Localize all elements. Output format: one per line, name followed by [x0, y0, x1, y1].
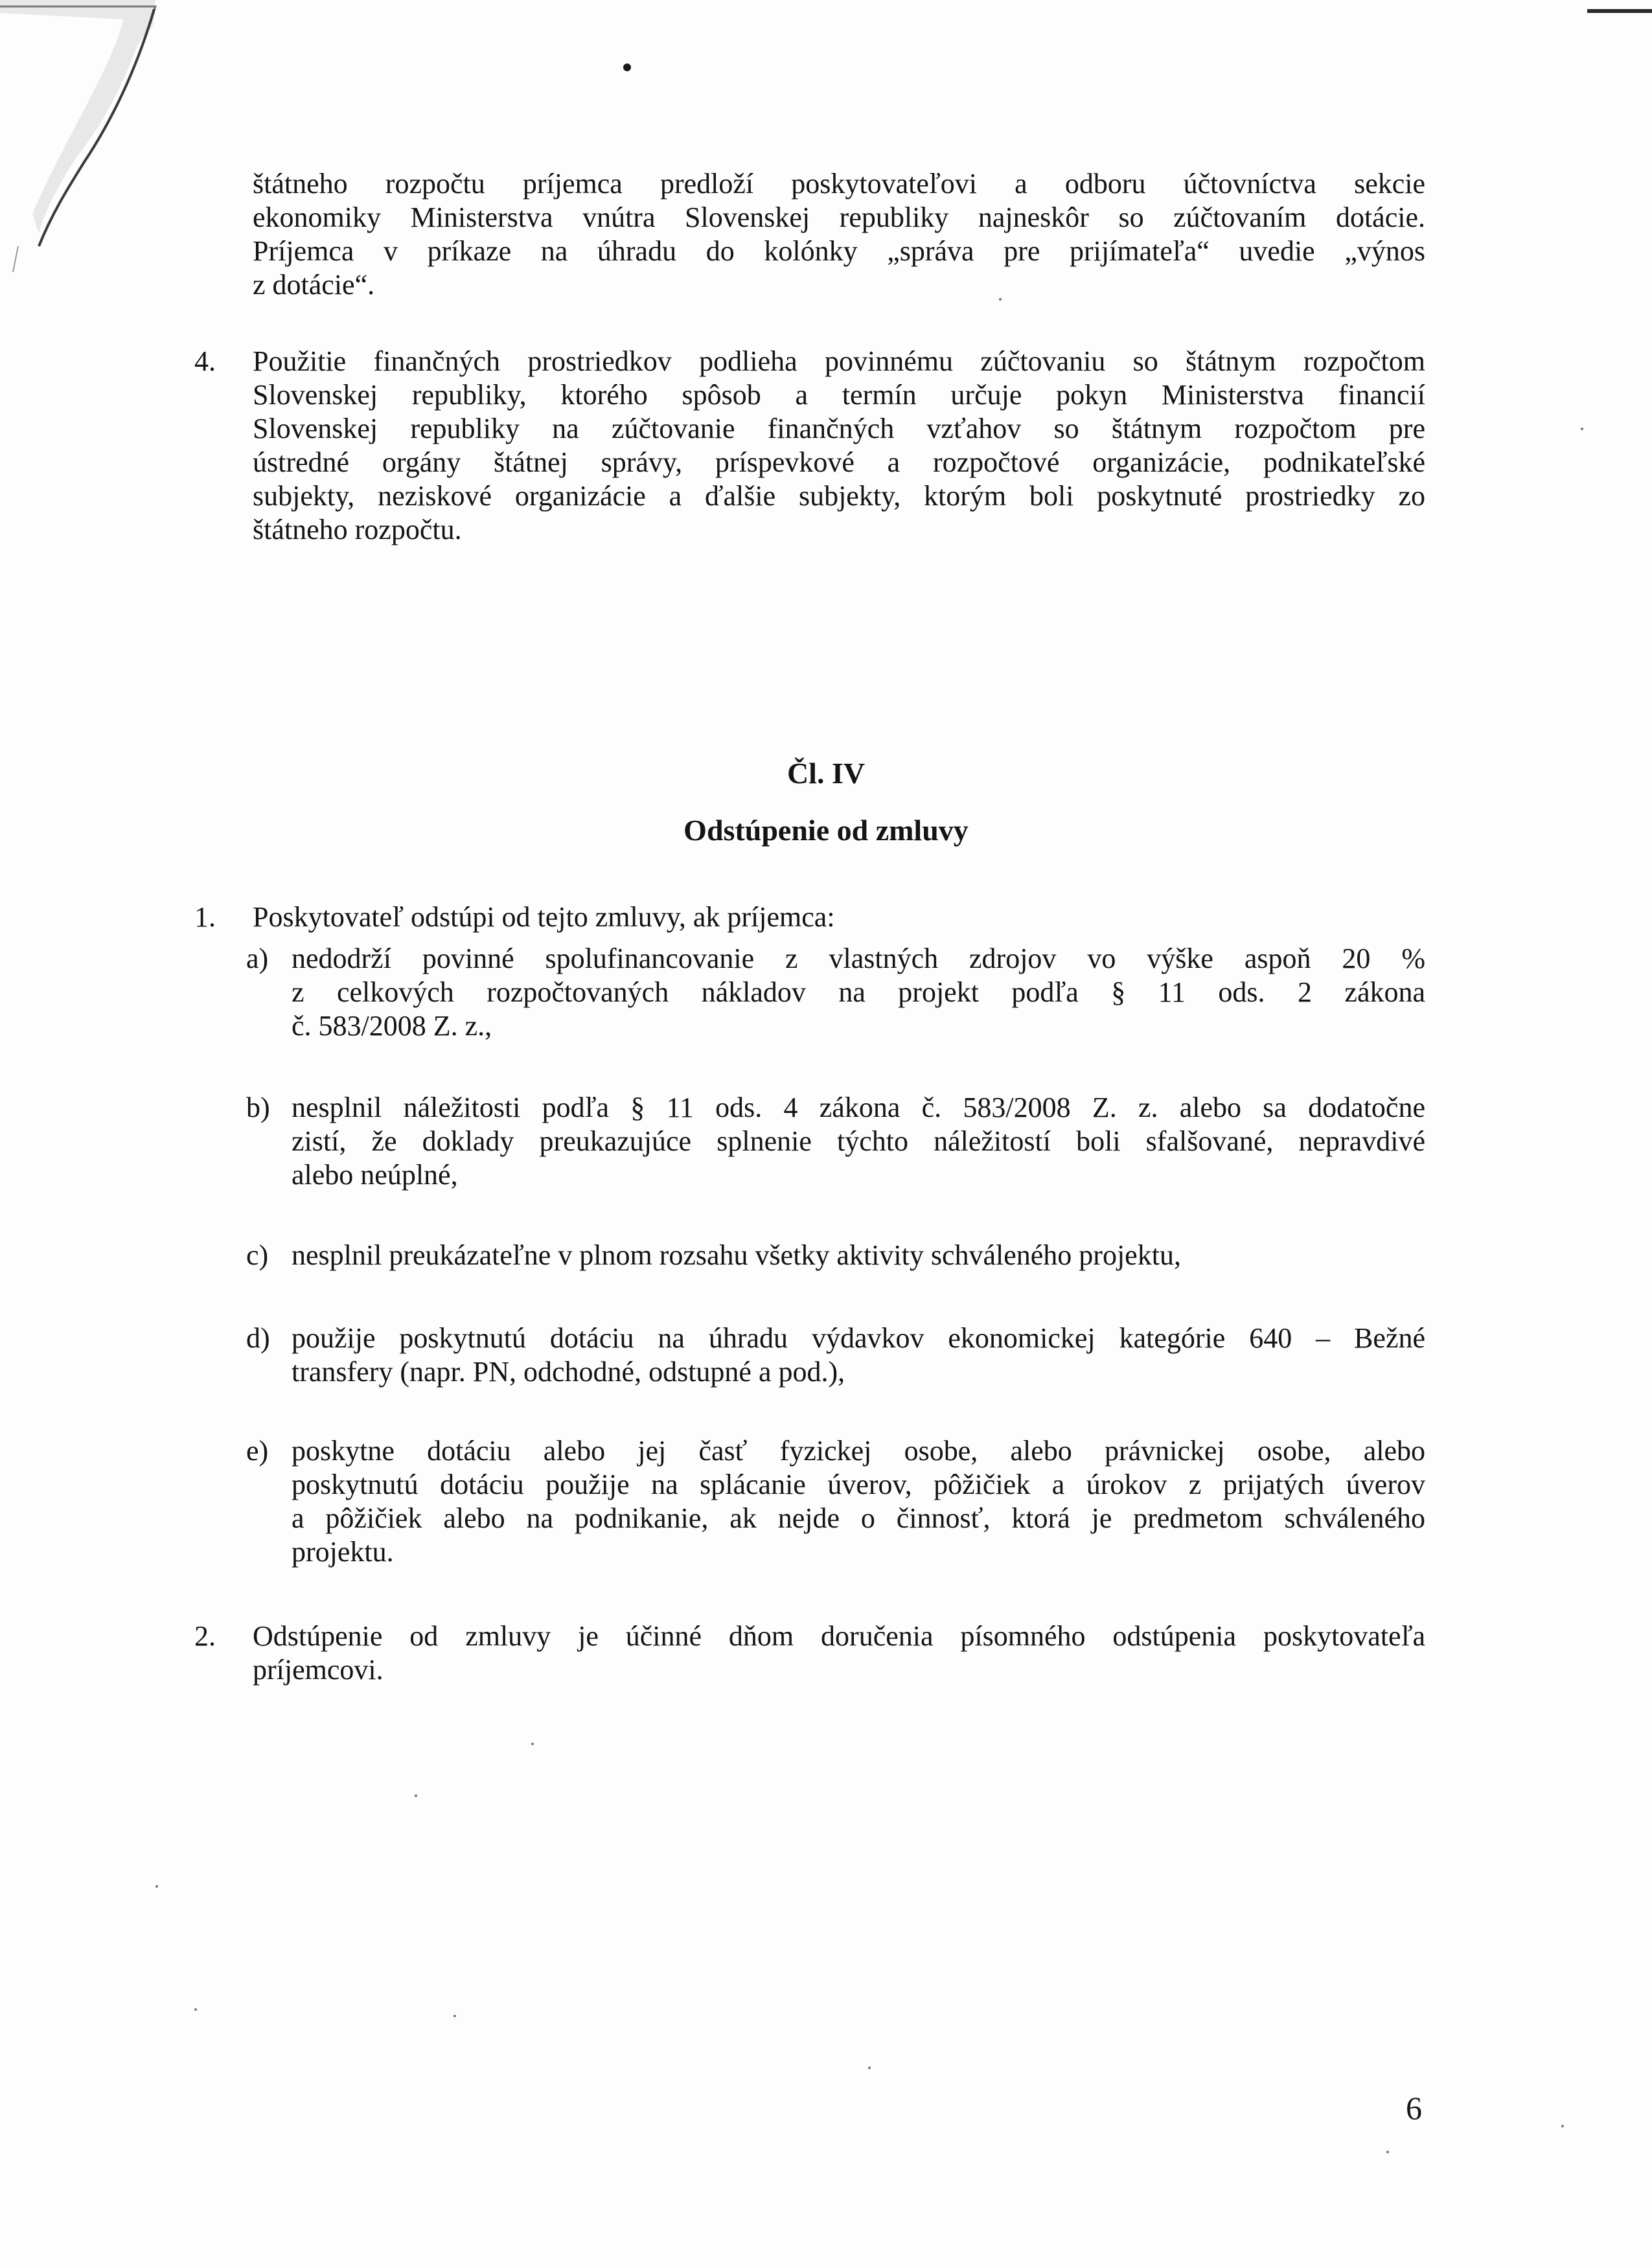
paragraph-line: štátneho rozpočtu.	[253, 514, 462, 545]
paragraph-line: projektu.	[292, 1536, 394, 1568]
paragraph-line: nesplnil preukázateľne v plnom rozsahu všetky aktivity schváleného projektu,	[292, 1239, 1181, 1271]
paragraph-top	[253, 167, 1425, 302]
scan-speck	[1581, 428, 1583, 430]
clause-1-item-b	[292, 1091, 1425, 1192]
item-letter: d)	[246, 1322, 270, 1354]
paragraph-line: z dotácie“.	[253, 269, 375, 301]
paragraph-line: príjemcovi.	[253, 1654, 384, 1686]
paragraph-line: transfery (napr. PN, odchodné, odstupné a pod.),	[292, 1356, 845, 1388]
clause-1-item-d	[292, 1322, 1425, 1389]
scan-speck	[1561, 2125, 1564, 2127]
clause-2-paragraph	[253, 1620, 1425, 1687]
clause-1-intro	[253, 900, 1425, 934]
item-letter: c)	[246, 1239, 269, 1271]
paragraph-line: ekonomiky Ministerstva vnútra Slovenskej republiky najneskôr so zúčtovaním dotácie.	[253, 201, 1425, 233]
scan-corner-artifact	[0, 0, 194, 298]
paragraph-line: subjekty, neziskové organizácie a ďalšie subjekty, ktorým boli poskytnuté prostriedky zo	[253, 480, 1425, 512]
paragraph-line: č. 583/2008 Z. z.,	[292, 1010, 492, 1042]
scan-edge-artifact	[1587, 9, 1652, 13]
scan-speck	[531, 1743, 534, 1745]
scan-speck	[868, 2067, 871, 2069]
paragraph-line: použije poskytnutú dotáciu na úhradu výdavkov ekonomickej kategórie 640 – Bežné	[292, 1322, 1425, 1354]
scan-speck	[1386, 2151, 1389, 2153]
paragraph-line: Slovenskej republiky na zúčtovanie finančných vzťahov so štátnym rozpočtom pre	[253, 413, 1425, 444]
paragraph-line: z celkových rozpočtovaných nákladov na projekt podľa § 11 ods. 2 zákona	[292, 976, 1425, 1008]
paragraph-line: Príjemca v príkaze na úhradu do kolónky „správa pre prijímateľa“ uvedie „výnos	[253, 235, 1425, 267]
paragraph-line: Použitie finančných prostriedkov podlieha povinnému zúčtovaniu so štátnym rozpočtom	[253, 345, 1425, 377]
paragraph-line: nedodrží povinné spolufinancovanie z vlastných zdrojov vo výške aspoň 20 %	[292, 943, 1425, 974]
page-number: 6	[1406, 2090, 1422, 2126]
scan-speck	[415, 1794, 417, 1797]
clause-1-item-e	[292, 1434, 1425, 1569]
paragraph-line: Odstúpenie od zmluvy je účinné dňom doručenia písomného odstúpenia poskytovateľa	[253, 1620, 1425, 1652]
scan-dot	[623, 63, 631, 71]
paragraph-line: alebo neúplné,	[292, 1159, 458, 1191]
article-title: Odstúpenie od zmluvy	[683, 814, 969, 847]
scan-speck	[194, 2008, 197, 2011]
paragraph-line: Slovenskej republiky, ktorého spôsob a termín určuje pokyn Ministerstva financií	[253, 379, 1425, 411]
item-letter: b)	[246, 1092, 270, 1123]
item-letter: a)	[246, 943, 269, 974]
scan-speck	[453, 2015, 456, 2017]
scan-speck	[155, 1885, 158, 1888]
paragraph-line: poskytnutú dotáciu použije na splácanie úverov, pôžičiek a úrokov z prijatých úverov	[292, 1469, 1425, 1500]
clause-number: 2.	[194, 1620, 216, 1652]
item-number: 4.	[194, 345, 216, 377]
clause-intro-text: Poskytovateľ odstúpi od tejto zmluvy, ak príjemca:	[253, 901, 835, 933]
article-number: Čl. IV	[786, 757, 866, 790]
paragraph-line: ústredné orgány štátnej správy, príspevkové a rozpočtové organizácie, podnikateľské	[253, 446, 1425, 478]
paragraph-line: poskytne dotáciu alebo jej časť fyzickej osobe, alebo právnickej osobe, alebo	[292, 1435, 1425, 1467]
clause-1-item-a	[292, 942, 1425, 1043]
paragraph-line: a pôžičiek alebo na podnikanie, ak nejde o činnosť, ktorá je predmetom schváleného	[292, 1502, 1425, 1534]
item-4-paragraph	[253, 345, 1425, 547]
paragraph-line: štátneho rozpočtu príjemca predloží poskytovateľovi a odboru účtovníctva sekcie	[253, 168, 1425, 200]
paragraph-line: nesplnil náležitosti podľa § 11 ods. 4 zákona č. 583/2008 Z. z. alebo sa dodatočne	[292, 1092, 1425, 1123]
item-letter: e)	[246, 1435, 269, 1467]
clause-1-item-c	[292, 1239, 1425, 1272]
paragraph-line: zistí, že doklady preukazujúce splnenie týchto náležitostí boli sfalšované, nepravdivé	[292, 1125, 1425, 1157]
clause-number: 1.	[194, 901, 216, 933]
